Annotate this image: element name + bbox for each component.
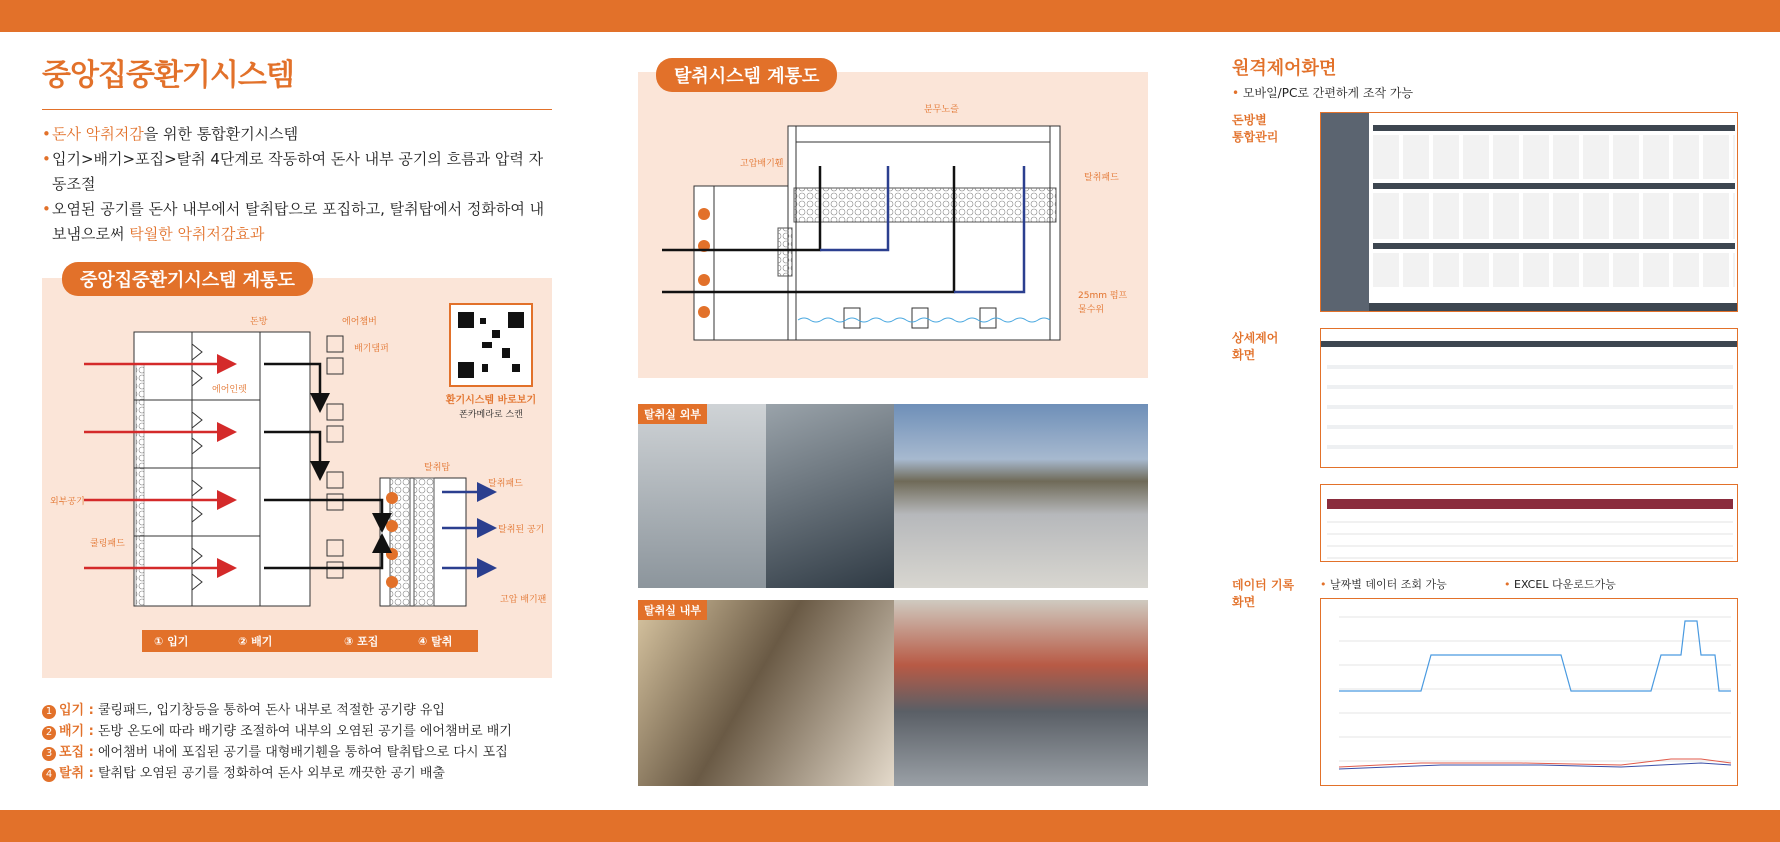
label-detail-control: 상세제어 화면 bbox=[1232, 331, 1279, 362]
label-donbang: 돈방 bbox=[250, 317, 268, 327]
top-band bbox=[0, 0, 1780, 32]
step-key: 포집 : bbox=[59, 745, 94, 760]
label-air-inlet: 에어인렛 bbox=[212, 385, 247, 395]
photo-inside-2 bbox=[894, 600, 1148, 786]
label-deodor-pad: 탈취패드 bbox=[488, 479, 523, 489]
step-text: 돈방 온도에 따라 배기량 조절하여 내부의 오염된 공기를 에어챔버로 배기 bbox=[93, 724, 512, 739]
photo-inside-1 bbox=[638, 600, 894, 786]
system-diagram-panel bbox=[42, 278, 552, 678]
data-chart-svg bbox=[1321, 599, 1738, 786]
bullet-3-highlight: 탁월한 악취저감효과 bbox=[129, 225, 265, 243]
label-pump: 25mm 펌프 bbox=[1078, 291, 1128, 301]
intro-bullets bbox=[42, 122, 552, 247]
label-water-level: 물수위 bbox=[1078, 305, 1105, 315]
screenshot-detail-control bbox=[1320, 328, 1738, 468]
remote-title: 원격제어화면 bbox=[1232, 58, 1337, 79]
step-row bbox=[42, 721, 512, 742]
step-row bbox=[42, 742, 512, 763]
deodor-diagram-title: 탈취시스템 계통도 bbox=[656, 58, 837, 92]
system-diagram bbox=[42, 278, 552, 678]
bottom-band bbox=[0, 810, 1780, 842]
label-airchamber: 에어챔버 bbox=[342, 317, 377, 327]
deodor-diagram-panel bbox=[638, 72, 1148, 378]
step-key: 배기 : bbox=[59, 724, 94, 739]
step-text: 쿨링패드, 입기창등을 통하여 돈사 내부로 적절한 공기량 유입 bbox=[93, 703, 445, 718]
step-bar-2: ② 배기 bbox=[238, 635, 273, 648]
label-exhaust-damper: 배기댐퍼 bbox=[354, 344, 389, 354]
photo-outside-2 bbox=[766, 404, 894, 588]
bullet-1 bbox=[42, 122, 552, 147]
step-key: 탈취 : bbox=[59, 766, 94, 781]
label-data-log: 데이터 기록 화면 bbox=[1232, 578, 1295, 609]
screenshot-data-chart bbox=[1320, 598, 1738, 786]
step-number: 4 bbox=[42, 768, 56, 782]
label-deodor-pad-2: 탈취패드 bbox=[1084, 173, 1119, 183]
step-row bbox=[42, 763, 512, 784]
step-text: 에어챔버 내에 포집된 공기를 대형배기휀을 통하여 탈취탑으로 다시 포집 bbox=[93, 745, 508, 760]
step-bar-1: ① 입기 bbox=[154, 635, 189, 648]
step-descriptions bbox=[42, 700, 512, 784]
bullet-2: • 입기>배기>포집>탈취 4단계로 작동하여 돈사 내부 공기의 흐름과 압력 자동조절 bbox=[42, 147, 552, 197]
screenshot-table bbox=[1320, 484, 1738, 562]
remote-subtitle: • 모바일/PC로 간편하게 조작 가능 bbox=[1232, 86, 1414, 100]
bullet-1-text: 을 위한 통합환기시스템 bbox=[143, 125, 299, 143]
bullet-3-text: 오염된 공기를 돈사 내부에서 탈취탑으로 포집하고, 탈취탑에서 정화하여 내보냄으로써 bbox=[52, 200, 545, 243]
label-tower: 탈취탑 bbox=[424, 463, 451, 473]
step-text: 탈취탑 오염된 공기를 정화하여 돈사 외부로 깨끗한 공기 배출 bbox=[93, 766, 445, 781]
photo-tag-inside: 탈취실 내부 bbox=[638, 600, 707, 620]
step-row bbox=[42, 700, 512, 721]
note-date: • 날짜별 데이터 조회 가능 bbox=[1320, 576, 1447, 592]
step-bar-3: ③ 포집 bbox=[344, 635, 379, 648]
step-number: 2 bbox=[42, 726, 56, 740]
system-diagram-title: 중앙집중환기시스템 계통도 bbox=[62, 262, 313, 296]
label-hp-fan-2: 고압배기휀 bbox=[740, 159, 784, 169]
intro-section bbox=[42, 50, 552, 247]
photo-tag-outside: 탈취실 외부 bbox=[638, 404, 707, 424]
title-divider bbox=[42, 109, 552, 110]
photo-outside-3 bbox=[894, 404, 1148, 588]
label-cooling-pad: 쿨링패드 bbox=[90, 539, 125, 549]
step-bar-4: ④ 탈취 bbox=[418, 635, 453, 648]
remote-subtitle-text: 모바일/PC로 간편하게 조작 가능 bbox=[1242, 86, 1414, 100]
label-deodorized-air: 탈취된 공기 bbox=[498, 525, 545, 535]
label-hp-fan: 고압 배기팬 bbox=[500, 595, 547, 605]
bullet-3 bbox=[42, 197, 552, 247]
deodor-diagram bbox=[638, 72, 1148, 378]
note-excel: • EXCEL 다운로드가능 bbox=[1504, 576, 1616, 592]
step-key: 입기 : bbox=[59, 703, 94, 718]
bullet-1-highlight: 돈사 악취저감 bbox=[52, 125, 144, 143]
label-outside-air: 외부공기 bbox=[50, 497, 85, 507]
step-number: 3 bbox=[42, 747, 56, 761]
step-number: 1 bbox=[42, 705, 56, 719]
screenshot-pen-management bbox=[1320, 112, 1738, 312]
photo-outside-1 bbox=[638, 404, 766, 588]
qr-subtitle: 폰카메라로 스캔 bbox=[459, 410, 523, 420]
label-pen-management: 돈방별 통합관리 bbox=[1232, 113, 1279, 144]
qr-title: 환기시스템 바로보기 bbox=[445, 395, 537, 406]
label-nozzle: 분무노즐 bbox=[924, 105, 959, 115]
page-title: 중앙집중환기시스템 bbox=[42, 58, 294, 93]
